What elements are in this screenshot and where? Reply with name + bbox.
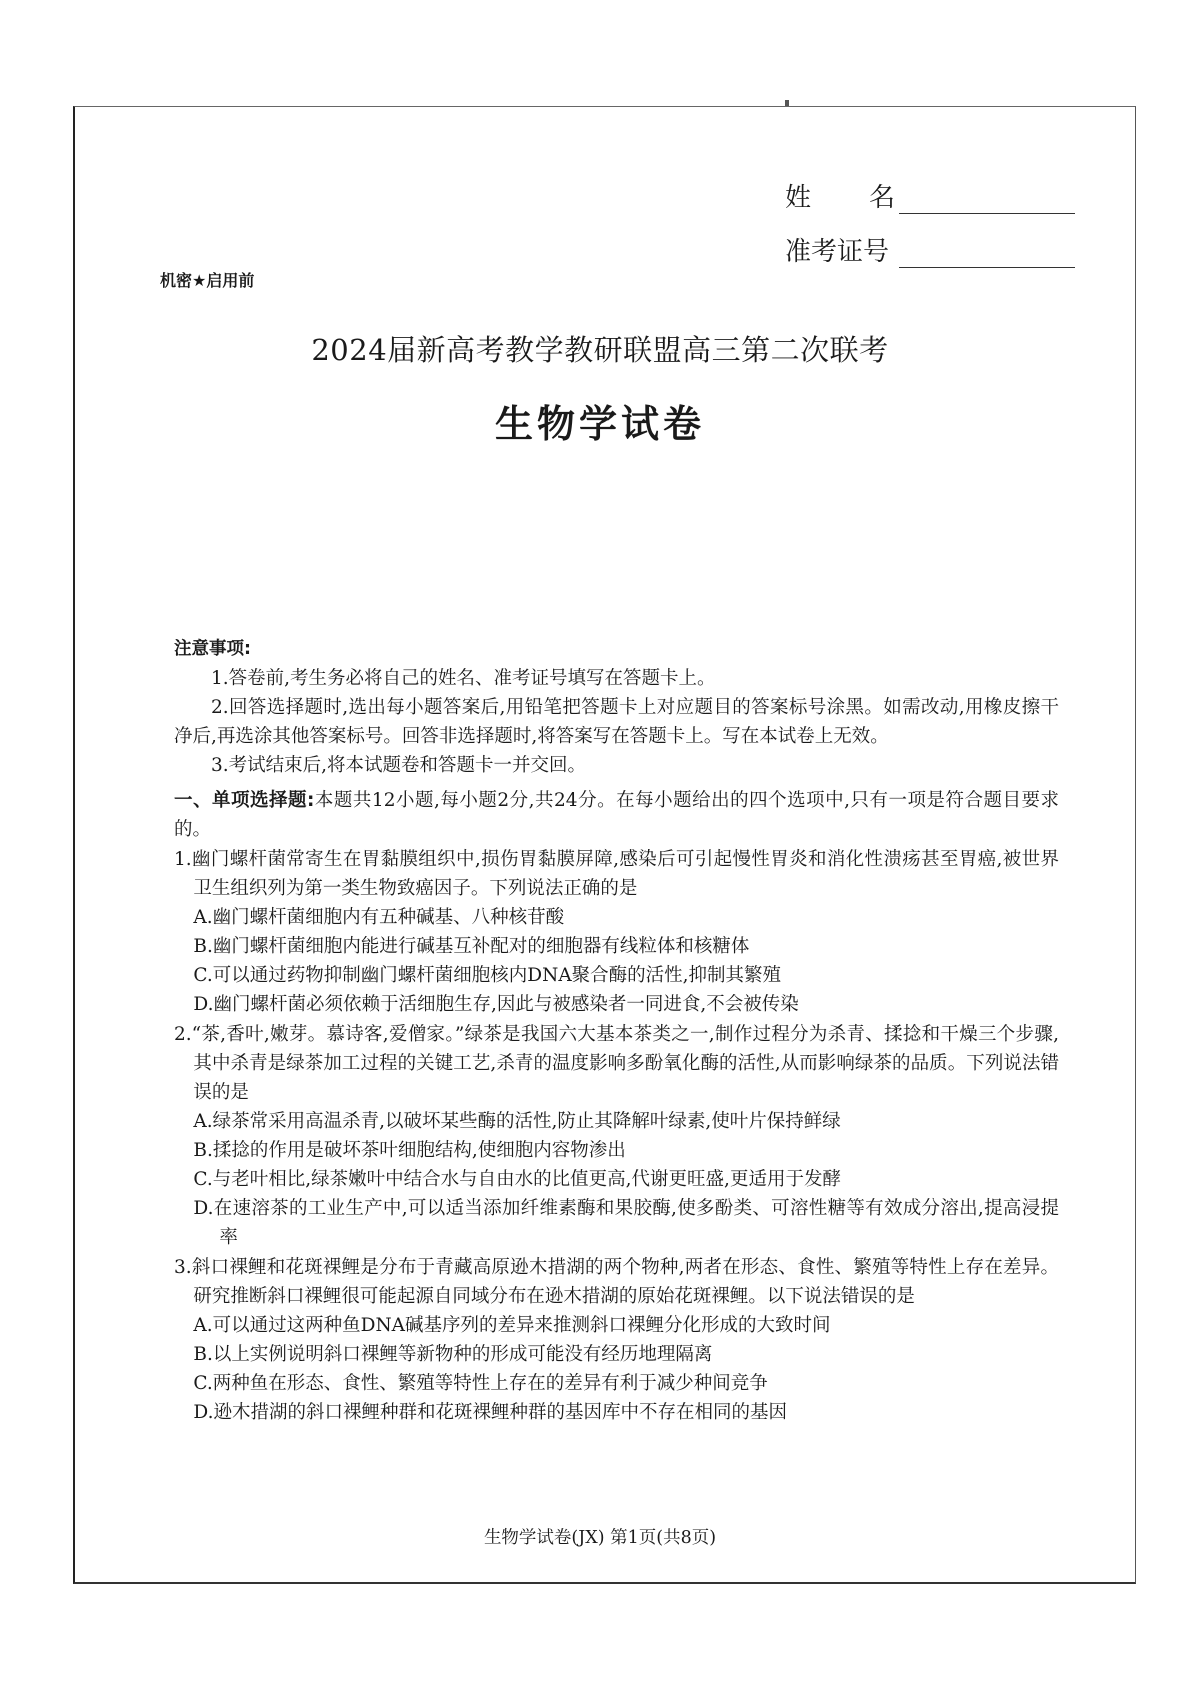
name-label-char-2: 名: [868, 183, 895, 213]
option-d: D.幽门螺杆菌必须依赖于活细胞生存,因此与被感染者一同进食,不会被传染: [193, 994, 799, 1015]
confidential-mark: 机密★启用前: [160, 271, 255, 290]
option-b: B.以上实例说明斜口裸鲤等新物种的形成可能没有经历地理隔离: [193, 1344, 713, 1365]
section-description: 本题共12小题,每小题2分,共24分。在每小题给出的四个选项中,只有一项是符合题目要求的。: [174, 790, 1059, 840]
name-label: [785, 177, 895, 214]
option-a: A.绿茶常采用高温杀青,以破坏某些酶的活性,防止其降解叶绿素,使叶片保持鲜绿: [193, 1111, 841, 1132]
exam-title: 2024届新高考教学教研联盟高三第二次联考: [311, 333, 889, 367]
question-stem: 1.幽门螺杆菌常寄生在胃黏膜组织中,损伤胃黏膜屏障,感染后可引起慢性胃炎和消化性溃疡甚至胃癌,被世界卫生组织列为第一类生物致癌因子。下列说法正确的是: [174, 849, 1059, 899]
option-b: B.幽门螺杆菌细胞内能进行碱基互补配对的细胞器有线粒体和核糖体: [193, 936, 750, 957]
notice-item: 3.考试结束后,将本试题卷和答题卡一并交回。: [211, 755, 587, 776]
subject-title: 生物学试卷: [494, 402, 705, 446]
notice-item: 2.回答选择题时,选出每小题答案后,用铅笔把答题卡上对应题目的答案标号涂黑。如需改动,用橡皮擦干净后,再选涂其他答案标号。回答非选择题时,将答案写在答题卡上。写在本试卷上无效。: [174, 697, 1059, 747]
option-c: C.与老叶相比,绿茶嫩叶中结合水与自由水的比值更高,代谢更旺盛,更适用于发酵: [193, 1169, 841, 1190]
option-d: D.逊木措湖的斜口裸鲤种群和花斑裸鲤种群的基因库中不存在相同的基因: [193, 1402, 787, 1423]
main-content: [174, 635, 1059, 1427]
scan-mark: [785, 100, 789, 106]
question-3: [174, 1253, 1059, 1427]
option-d: D.在速溶茶的工业生产中,可以适当添加纤维素酶和果胶酶,使多酚类、可溶性糖等有效成分溶出,提高浸提率: [193, 1198, 1059, 1248]
name-label-char-1: 姓: [785, 183, 812, 213]
question-2: [174, 1020, 1059, 1252]
question-1: [174, 845, 1059, 1019]
candidate-info: [785, 160, 1075, 268]
id-blank-line[interactable]: [899, 231, 1075, 268]
option-c: C.两种鱼在形态、食性、繁殖等特性上存在的差异有利于减少种间竞争: [193, 1373, 768, 1394]
page-footer: 生物学试卷(JX) 第1页(共8页): [483, 1528, 717, 1548]
name-blank-line[interactable]: [899, 177, 1075, 214]
question-stem: 3.斜口裸鲤和花斑裸鲤是分布于青藏高原逊木措湖的两个物种,两者在形态、食性、繁殖等特性上存在差异。研究推断斜口裸鲤很可能起源自同域分布在逊木措湖的原始花斑裸鲤。以下说法错误的是: [174, 1257, 1059, 1307]
option-b: B.揉捻的作用是破坏茶叶细胞结构,使细胞内容物渗出: [193, 1140, 626, 1161]
notice-item: 1.答卷前,考生务必将自己的姓名、准考证号填写在答题卡上。: [211, 668, 716, 689]
section-title: 一、单项选择题:: [174, 790, 315, 811]
option-a: A.可以通过这两种鱼DNA碱基序列的差异来推测斜口裸鲤分化形成的大致时间: [193, 1315, 831, 1336]
notice-heading: 注意事项:: [174, 639, 251, 659]
id-row: [785, 214, 1075, 268]
name-row: [785, 160, 1075, 214]
question-stem: 2.“茶,香叶,嫩芽。慕诗客,爱僧家。”绿茶是我国六大基本茶类之一,制作过程分为杀青、揉捻和干燥三个步骤,其中杀青是绿茶加工过程的关键工艺,杀青的温度影响多酚氧化酶的活性,从而影响绿茶的品质。下列说法错误的是: [174, 1024, 1059, 1103]
notice-section: [174, 635, 1059, 780]
id-label: 准考证号: [785, 237, 890, 267]
option-c: C.可以通过药物抑制幽门螺杆菌细胞核内DNA聚合酶的活性,抑制其繁殖: [193, 965, 782, 986]
option-a: A.幽门螺杆菌细胞内有五种碱基、八种核苷酸: [193, 907, 565, 928]
section-heading: [174, 786, 1059, 844]
